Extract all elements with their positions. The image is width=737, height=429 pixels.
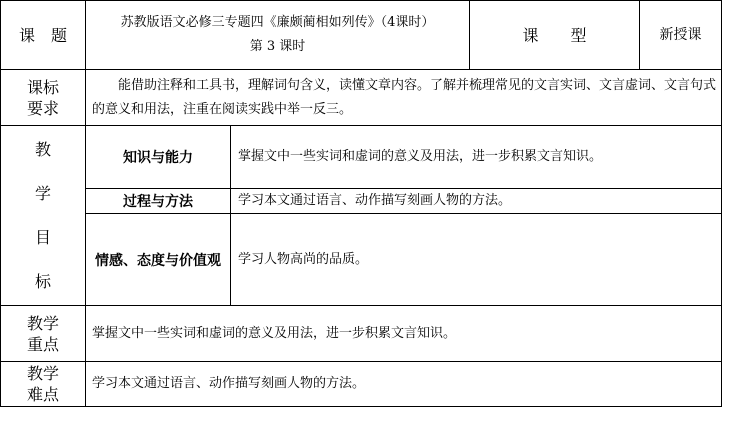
type-value: 新授课 [659,27,702,43]
objective-category: 过程与方法 [123,194,193,210]
table-border-right [721,0,722,407]
lesson-period: 第 3 课时 [249,39,306,54]
objective-category: 情感、态度与价值观 [95,252,221,269]
objective-content: 掌握文中一些实词和虚词的意义及用法，进一步积累文言知识。 [238,149,603,164]
difficulty-text: 学习本文通过语言、动作描写刻画人物的方法。 [92,376,366,391]
difficulty-label-line2: 难点 [26,385,59,404]
difficulty-label-line1: 教学 [26,364,59,383]
table-border-bottom [0,406,722,407]
objectives-label-char: 标 [34,272,51,291]
subject-label: 课 题 [18,25,67,45]
objectives-label [1,126,85,305]
objective-category: 知识与能力 [123,150,193,166]
lesson-title-line1: 苏教版语文必修三专题四《廉颇蔺相如列传》（4课时） [120,15,435,30]
objectives-label-char: 教 [34,140,51,159]
key-point-label [1,306,85,361]
key-point-text: 掌握文中一些实词和虚词的意义及用法，进一步积累文言知识。 [92,325,457,341]
requirements-text [92,70,718,125]
type-label: 课 型 [522,25,587,45]
table-rule [230,125,231,305]
requirements-label-line1: 课标 [26,77,59,97]
requirements-label-line2: 要求 [26,98,59,118]
key-point-label-line1: 教学 [26,313,59,333]
lesson-title [86,1,469,69]
requirements-content: 能借助注释和工具书，理解词句含义，读懂文章内容。了解并梳理常见的文言实词、文言虚词、文言句式的意义和用法，注重在阅读实践中举一反三。 [92,77,717,117]
objective-content: 学习本文通过语言、动作描写刻画人物的方法。 [238,193,512,208]
objective-content: 学习人物高尚的品质。 [238,251,369,267]
key-point-label-line2: 重点 [26,334,59,354]
difficulty-label [1,362,85,406]
objectives-label-char: 学 [34,184,51,203]
objectives-label-char: 目 [34,228,51,247]
requirements-label [1,70,85,125]
